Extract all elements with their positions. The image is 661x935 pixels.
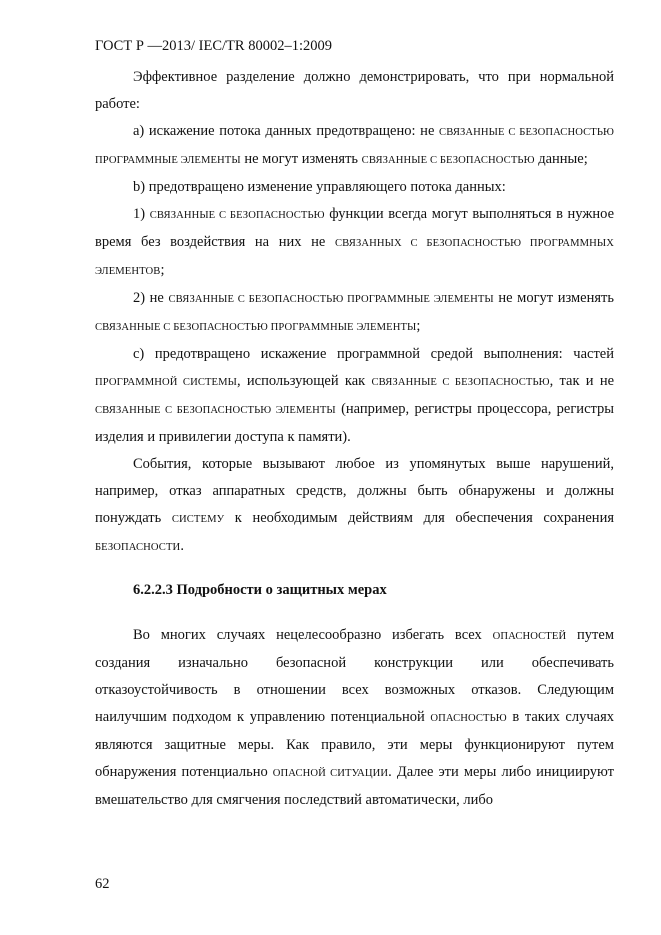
- paragraph-events: События, которые вызывают любое из упомянутых выше нарушений, например, отказ аппаратных средств, должны быть обнаружены и должны понуждать СИСТЕМУ к необходимым действиям для обеспечения сохранения БЕЗОПАСНОСТИ.: [95, 456, 615, 554]
- term: СВЯЗАННЫЕ С БЕЗОПАСНОСТЬЮ: [361, 155, 535, 166]
- document-header: ГОСТ Р —2013/ IEC/TR 80002–1:2009: [95, 38, 332, 54]
- paragraph-item-b2: 2) не СВЯЗАННЫЕ С БЕЗОПАСНОСТЬЮ ПРОГРАММНЫЕ ЭЛЕМЕНТЫ не могут изменять СВЯЗАННЫЕ С БЕЗОПАСНОСТЬЮ ПРОГРАММНЫЕ ЭЛЕМЕНТЫ;: [95, 290, 614, 334]
- term: БЕЗОПАСНОСТИ: [95, 542, 181, 553]
- page-number: 62: [95, 876, 110, 892]
- term: ПРОГРАММНОЙ СИСТЕМЫ: [95, 377, 237, 388]
- term: СВЯЗАННЫЕ С БЕЗОПАСНОСТЬЮ ПРОГРАММНЫЕ ЭЛЕМЕНТЫ: [95, 127, 614, 166]
- section-heading: 6.2.2.3 Подробности о защитных мерах: [133, 582, 387, 598]
- term: ОПАСНОСТЬЮ: [430, 713, 507, 724]
- paragraph-item-c: c) предотвращено искажение программной средой выполнения: частей ПРОГРАММНОЙ СИСТЕМЫ, использующей как СВЯЗАННЫЕ С БЕЗОПАСНОСТЬЮ, так и не СВЯЗАННЫЕ С БЕЗОПАСНОСТЬЮ ЭЛЕМЕНТЫ (например, регистры процессора, регистры изделия и привилегии доступа к памяти).: [95, 346, 615, 445]
- paragraph-item-b1: 1) СВЯЗАННЫЕ С БЕЗОПАСНОСТЬЮ функции всегда могут выполняться в нужное время без воздействия на них не СВЯЗАННЫХ С БЕЗОПАСНОСТЬЮ ПРОГРАММНЫХ ЭЛЕМЕНТОВ;: [95, 206, 614, 278]
- term: ОПАСНОСТЕЙ: [492, 631, 567, 642]
- term: СИСТЕМУ: [171, 514, 225, 525]
- term: СВЯЗАННЫЕ С БЕЗОПАСНОСТЬЮ: [371, 377, 550, 388]
- term: СВЯЗАННЫЕ С БЕЗОПАСНОСТЬЮ ПРОГРАММНЫЕ ЭЛЕМЕНТЫ: [168, 294, 494, 305]
- term: СВЯЗАННЫЕ С БЕЗОПАСНОСТЬЮ ЭЛЕМЕНТЫ: [95, 405, 336, 416]
- paragraph-item-a: a) искажение потока данных предотвращено: не СВЯЗАННЫЕ С БЕЗОПАСНОСТЬЮ ПРОГРАММНЫЕ ЭЛЕМЕНТЫ не могут изменять СВЯЗАННЫЕ С БЕЗОПАСНОСТЬЮ данные;: [95, 123, 614, 167]
- term: СВЯЗАННЫХ С БЕЗОПАСНОСТЬЮ ПРОГРАММНЫХ ЭЛЕМЕНТОВ: [95, 238, 614, 277]
- term: СВЯЗАННЫЕ С БЕЗОПАСНОСТЬЮ ПРОГРАММНЫЕ ЭЛЕМЕНТЫ: [95, 322, 417, 333]
- paragraph-item-b: b) предотвращено изменение управляющего потока данных:: [133, 179, 506, 195]
- paragraph-protective-measures: Во многих случаях нецелесообразно избегать всех ОПАСНОСТЕЙ путем создания изначально безопасной конструкции или обеспечивать отказоустойчивость в отношении всех возможных отказов. Следующим наилучшим подходом к управлению потенциальной ОПАСНОСТЬЮ в таких случаях являются защитные меры. Как правило, эти меры функционируют путем обнаружения потенциально ОПАСНОЙ СИТУАЦИИ. Далее эти меры либо инициируют вмешательство для смягчения последствий автоматически, либо: [95, 627, 614, 808]
- document-body: [95, 64, 614, 814]
- term: ОПАСНОЙ СИТУАЦИИ: [272, 768, 389, 779]
- paragraph-intro: Эффективное разделение должно демонстрировать, что при нормальной работе:: [95, 69, 614, 112]
- term: СВЯЗАННЫЕ С БЕЗОПАСНОСТЬЮ: [149, 210, 325, 221]
